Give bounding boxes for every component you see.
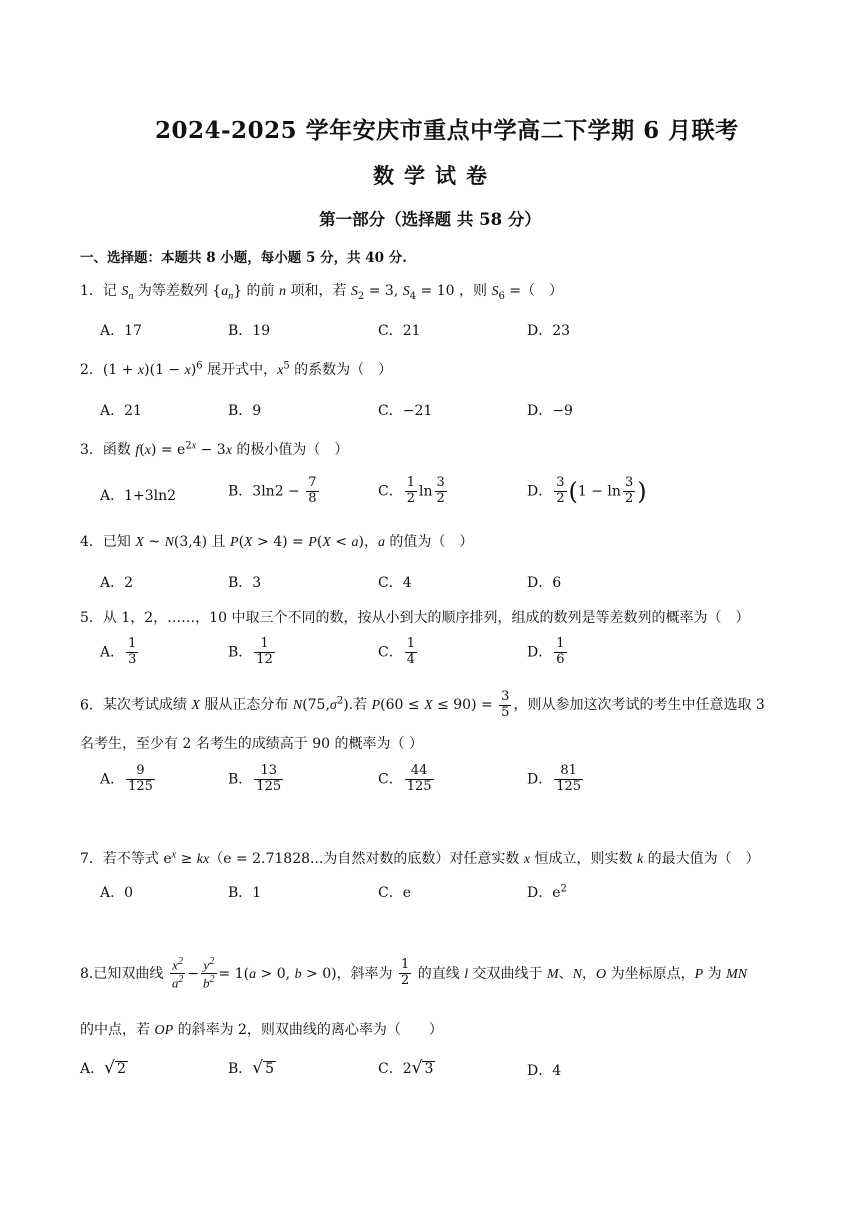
option-2c: C．−21 [378,403,433,419]
section-heading: 一、选择题：本题共 8 小题，每小题 5 分，共 40 分. [80,250,407,266]
option-3c: C． $\frac{1}{2}$ ln $\frac{3}{2}$ [378,475,445,506]
option-5c: C． $\frac{1}{4}$ [378,636,415,667]
option-3b: B．3ln2 − $\frac{7}{8}$ [228,475,317,506]
exam-title: 2024-2025 学年安庆市重点中学高二下学期 6 月联考 [155,117,739,144]
option-5a: A． $\frac{1}{3}$ [100,636,137,667]
option-1d: D．23 [527,323,571,339]
option-8d: D．4 [527,1063,562,1079]
option-6d: D． $\frac{81}{125}$ [527,763,582,794]
option-2b: B．9 [228,403,262,419]
option-8a: A． √ 2 [80,1058,126,1078]
question-2: 2．$(1 + x)(1 - x)^6$ 展开式中，$x^5$ 的系数为（ ） [80,360,393,378]
option-1a: A．17 [100,323,142,339]
question-1: 1．记 $S_n$ 为等差数列 $\{a_n\}$ 的前 n 项和，若 $S_2 = 3$, $S_4 = 10$ ，则 $S_6$ =（ ） [80,283,564,302]
part-heading: 第一部分（选择题 共 58 分） [319,210,541,229]
option-4a: A．2 [100,575,134,591]
question-7: 7．若不等式 $e^x \ge kx(e = 2.71828$...为自然对数的底数）对任意实数 x 恒成立，则实数 k 的最大值为（ ） [80,849,760,867]
question-3: 3．函数 $f(x) = e^{2x} - 3x$ 的极小值为（ ） [80,440,349,458]
option-1b: B．19 [228,323,271,339]
option-5b: B． $\frac{1}{12}$ [228,636,273,667]
question-5: 5．从 1，2，……，10 中取三个不同的数，按从小到大的顺序排列，组成的数列是等差数列的概率为（ ） [80,610,750,626]
option-2d: D．−9 [527,403,573,419]
question-6: 6．某次考试成绩 X 服从正态分布 $N(75,\sigma^2)$.若 P(60 ≤ X ≤ 90) = $\frac{3}{5}$ ，则从参加这次考试的考生中任意选取 3 [80,689,765,720]
option-6a: A． $\frac{9}{125}$ [100,763,153,794]
question-4: 4．已知 X ~ N(3,4) 且 P(X > 4) = P(X < a)，a 的值为（ ） [80,534,474,550]
question-8-line2: 的中点，若 OP 的斜率为 2，则双曲线的离心率为（ ） [80,1022,443,1038]
option-5d: D． $\frac{1}{6}$ [527,636,565,667]
option-8b: B． √ 5 [228,1058,275,1078]
option-8c: C．2 √ 3 [378,1058,434,1078]
option-7c: C．e [378,885,411,901]
option-3d: D． $\frac{3}{2}$ (1 − ln $\frac{3}{2}$ ) [527,475,647,506]
option-7d: D．$e^2$ [527,883,567,901]
option-6c: C． $\frac{44}{125}$ [378,763,432,794]
option-3a: A．1+3ln2 [100,488,177,504]
option-2a: A．21 [100,403,142,419]
option-4b: B．3 [228,575,262,591]
option-7b: B．1 [228,885,262,901]
exam-subtitle: 数学试卷 [373,163,497,188]
question-6-line2: 名考生，至少有 2 名考生的成绩高于 90 的概率为（ ） [80,736,423,752]
option-4c: C．4 [378,575,412,591]
option-7a: A．0 [100,885,134,901]
option-4d: D．6 [527,575,562,591]
question-8: 8.已知双曲线 $\frac{x^2}{a^2}$ − $\frac{y^2}{b^2}$ = 1(a > 0, b > 0)，斜率为 $\frac{1}{2}$ 的直线 l 交双曲线于 M、N，O 为坐标原点，P 为 MN [80,956,748,991]
option-1c: C．21 [378,323,421,339]
option-6b: B． $\frac{13}{125}$ [228,763,282,794]
